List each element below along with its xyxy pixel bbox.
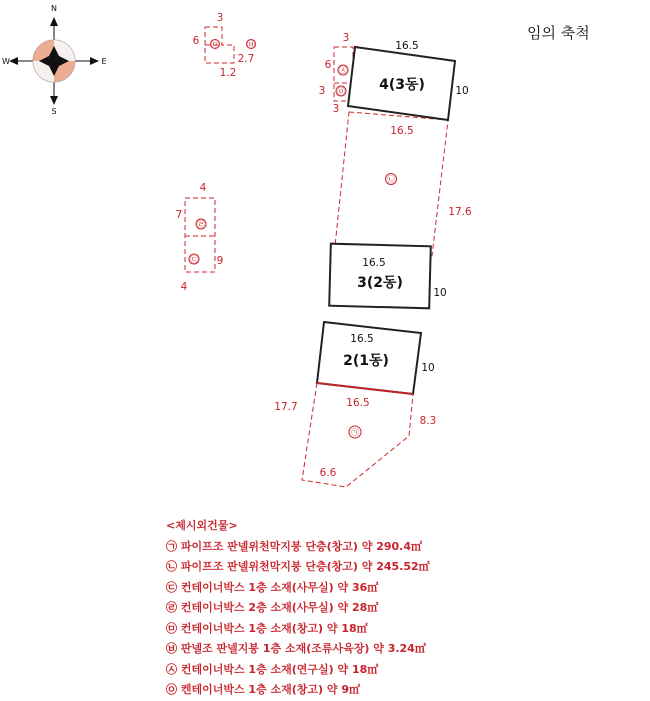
compass-north-label: N [51,4,57,13]
scale-note: 임의 축척 [527,24,590,42]
dim-rieul-top: 4 [199,182,207,194]
mark-siot: ㉦ [339,66,347,75]
dim-siot-top: 3 [342,32,350,44]
building-4-label: 4(3동) [379,77,425,93]
legend-item: ㉢ 컨테이너박스 1층 소재(사무실) 약 36㎡ [166,580,379,594]
dim-nieun-top: 16.5 [390,125,414,137]
compass-rose-icon [9,17,99,105]
building-2-label: 2(1동) [343,353,389,369]
building-3-label: 3(2동) [357,275,403,291]
dim-digeut-bottom: 4 [180,281,188,293]
mark-rieul: ㉣ [197,220,205,229]
building-4-top-dim: 16.5 [395,40,419,52]
dim-giyeok-top: 16.5 [346,397,370,409]
mark-ieung: ㉧ [337,87,345,96]
dim-digeut-right: 9 [216,255,224,267]
dim-giyeok-left: 17.7 [274,401,298,413]
legend-item: ㉦ 컨테이너박스 1층 소재(연구실) 약 18㎡ [166,662,379,676]
building-3-top-dim: 16.5 [362,257,386,269]
building-3-side-dim: 10 [433,287,447,299]
building-2-top-dim: 16.5 [350,333,374,345]
legend-item: ㉣ 컨테이너박스 2층 소재(사무실) 약 28㎡ [166,601,379,614]
legend-title: <제시외건물> [166,519,238,532]
mark-nieun: ㉡ [387,175,395,184]
dim-giyeok-bottom: 6.6 [319,467,337,479]
mark-digeut: ㉢ [190,255,198,264]
legend-item: ㉤ 컨테이너박스 1층 소재(창고) 약 18㎡ [166,621,368,635]
dim-ieung-bottom: 3 [332,103,340,115]
dim-bieup-right: 2.7 [237,53,255,65]
mark-giyeok: ㉠ [351,428,359,437]
legend-item: ㉥ 판넬조 판넬지붕 1층 소재(조류사육장) 약 3.24㎡ [166,642,426,655]
legend-item: ㉡ 파이프조 판넬위천막지붕 단층(창고) 약 245.52㎡ [166,560,430,573]
legend [166,516,636,701]
dim-mieum-bottom: 1.2 [219,67,237,79]
mark-bieup: ㉥ [247,40,255,49]
dim-mieum-left: 6 [192,35,200,47]
legend-item: ㉠ 파이프조 판넬위천막지붕 단층(창고) 약 290.4㎡ [166,539,423,553]
building-4-side-dim: 10 [455,85,469,97]
compass-south-label: S [51,107,57,116]
building-2-side-dim: 10 [421,362,435,374]
dim-giyeok-right: 8.3 [419,415,437,427]
dim-nieun-right: 17.6 [448,206,472,218]
legend-item: ㉧ 켄테이너박스 1층 소재(창고) 약 9㎡ [166,683,361,696]
dim-rieul-left: 7 [175,209,183,221]
dim-ieung-left: 3 [318,85,326,97]
dim-mieum-top: 3 [216,12,224,24]
compass-east-label: E [101,57,107,66]
mark-mieum: ㉤ [211,40,219,49]
compass-west-label: W [2,57,10,66]
dim-siot-left: 6 [324,59,332,71]
